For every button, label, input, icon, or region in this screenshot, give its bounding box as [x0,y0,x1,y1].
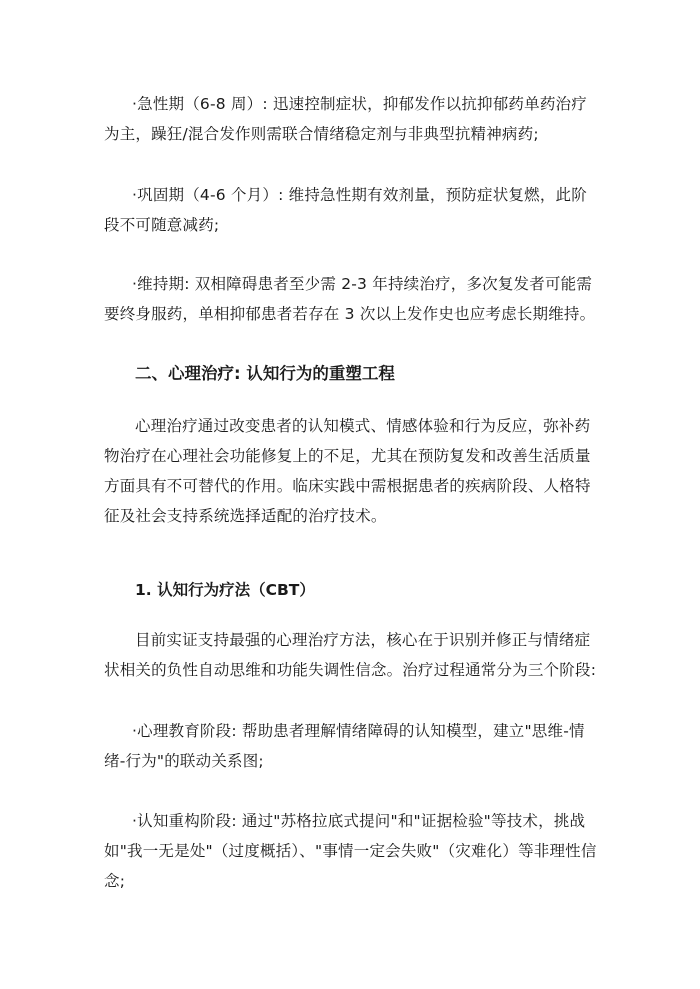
cognitive-restructuring-paragraph: ·认知重构阶段: 通过"苏格拉底式提问"和"证据检验"等技术，挑战如"我一无是处"（过度概括）、"事情一定会失败"（灾难化）等非理性信念; [104,812,597,890]
subheading-cbt: 1. 认知行为疗法（CBT） [135,581,315,599]
cbt-intro-paragraph: 目前实证支持最强的心理治疗方法，核心在于识别并修正与情绪症状相关的负性自动思维和功能失调性信念。治疗过程通常分为三个阶段: [104,631,597,679]
maintenance-phase-paragraph: ·维持期: 双相障碍患者至少需 2-3 年持续治疗，多次复发者可能需要终身服药，单相抑郁患者若存在 3 次以上发作史也应考虑长期维持。 [104,275,596,323]
psychoeducation-paragraph: ·心理教育阶段: 帮助患者理解情绪障碍的认知模型，建立"思维-情绪-行为"的联动关系图; [104,722,585,770]
section-heading-psychotherapy: 二、心理治疗: 认知行为的重塑工程 [135,364,395,383]
acute-phase-paragraph: ·急性期（6-8 周）: 迅速控制症状，抑郁发作以抗抑郁药单药治疗为主，躁狂/混合发作则需联合情绪稳定剂与非典型抗精神病药; [104,95,587,143]
psychotherapy-intro-paragraph: 心理治疗通过改变患者的认知模式、情感体验和行为反应，弥补药物治疗在心理社会功能修复上的不足，尤其在预防复发和改善生活质量方面具有不可替代的作用。临床实践中需根据患者的疾病阶段、人格特征及社会支持系统选择适配的治疗技术。 [104,417,591,525]
consolidation-phase-paragraph: ·巩固期（4-6 个月）: 维持急性期有效剂量，预防症状复燃，此阶段不可随意减药; [104,186,587,234]
